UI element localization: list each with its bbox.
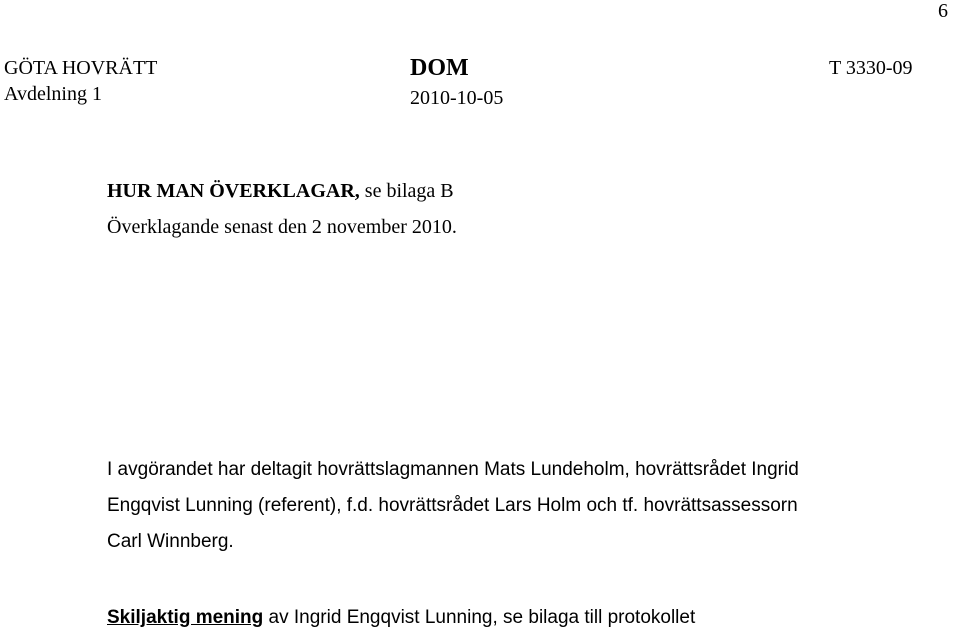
dissent-label: Skiljaktig mening bbox=[107, 607, 264, 628]
participants-line-1: I avgörandet har deltagit hovrättslagmannen Mats Lundeholm, hovrättsrådet Ingrid bbox=[107, 459, 799, 480]
dissent-note bbox=[107, 607, 695, 629]
participants-line-2: Engqvist Lunning (referent), f.d. hovrättsrådet Lars Holm och tf. hovrättsassessorn bbox=[107, 495, 798, 516]
document-date: 2010-10-05 bbox=[410, 87, 504, 109]
page-number: 6 bbox=[938, 0, 948, 22]
court-name: GÖTA HOVRÄTT bbox=[4, 57, 158, 79]
appeal-deadline: Överklagande senast den 2 november 2010. bbox=[107, 216, 457, 238]
participants-paragraph bbox=[107, 452, 897, 560]
appeal-heading-rest: se bilaga B bbox=[359, 180, 454, 202]
participants-line-3: Carl Winnberg. bbox=[107, 531, 234, 552]
document-type: DOM bbox=[410, 55, 469, 81]
appeal-heading bbox=[107, 180, 454, 203]
dissent-text: av Ingrid Engqvist Lunning, se bilaga till protokollet bbox=[263, 607, 696, 628]
division: Avdelning 1 bbox=[4, 83, 102, 105]
appeal-heading-bold: HUR MAN ÖVERKLAGAR, bbox=[107, 180, 360, 202]
case-number: T 3330-09 bbox=[829, 57, 913, 79]
